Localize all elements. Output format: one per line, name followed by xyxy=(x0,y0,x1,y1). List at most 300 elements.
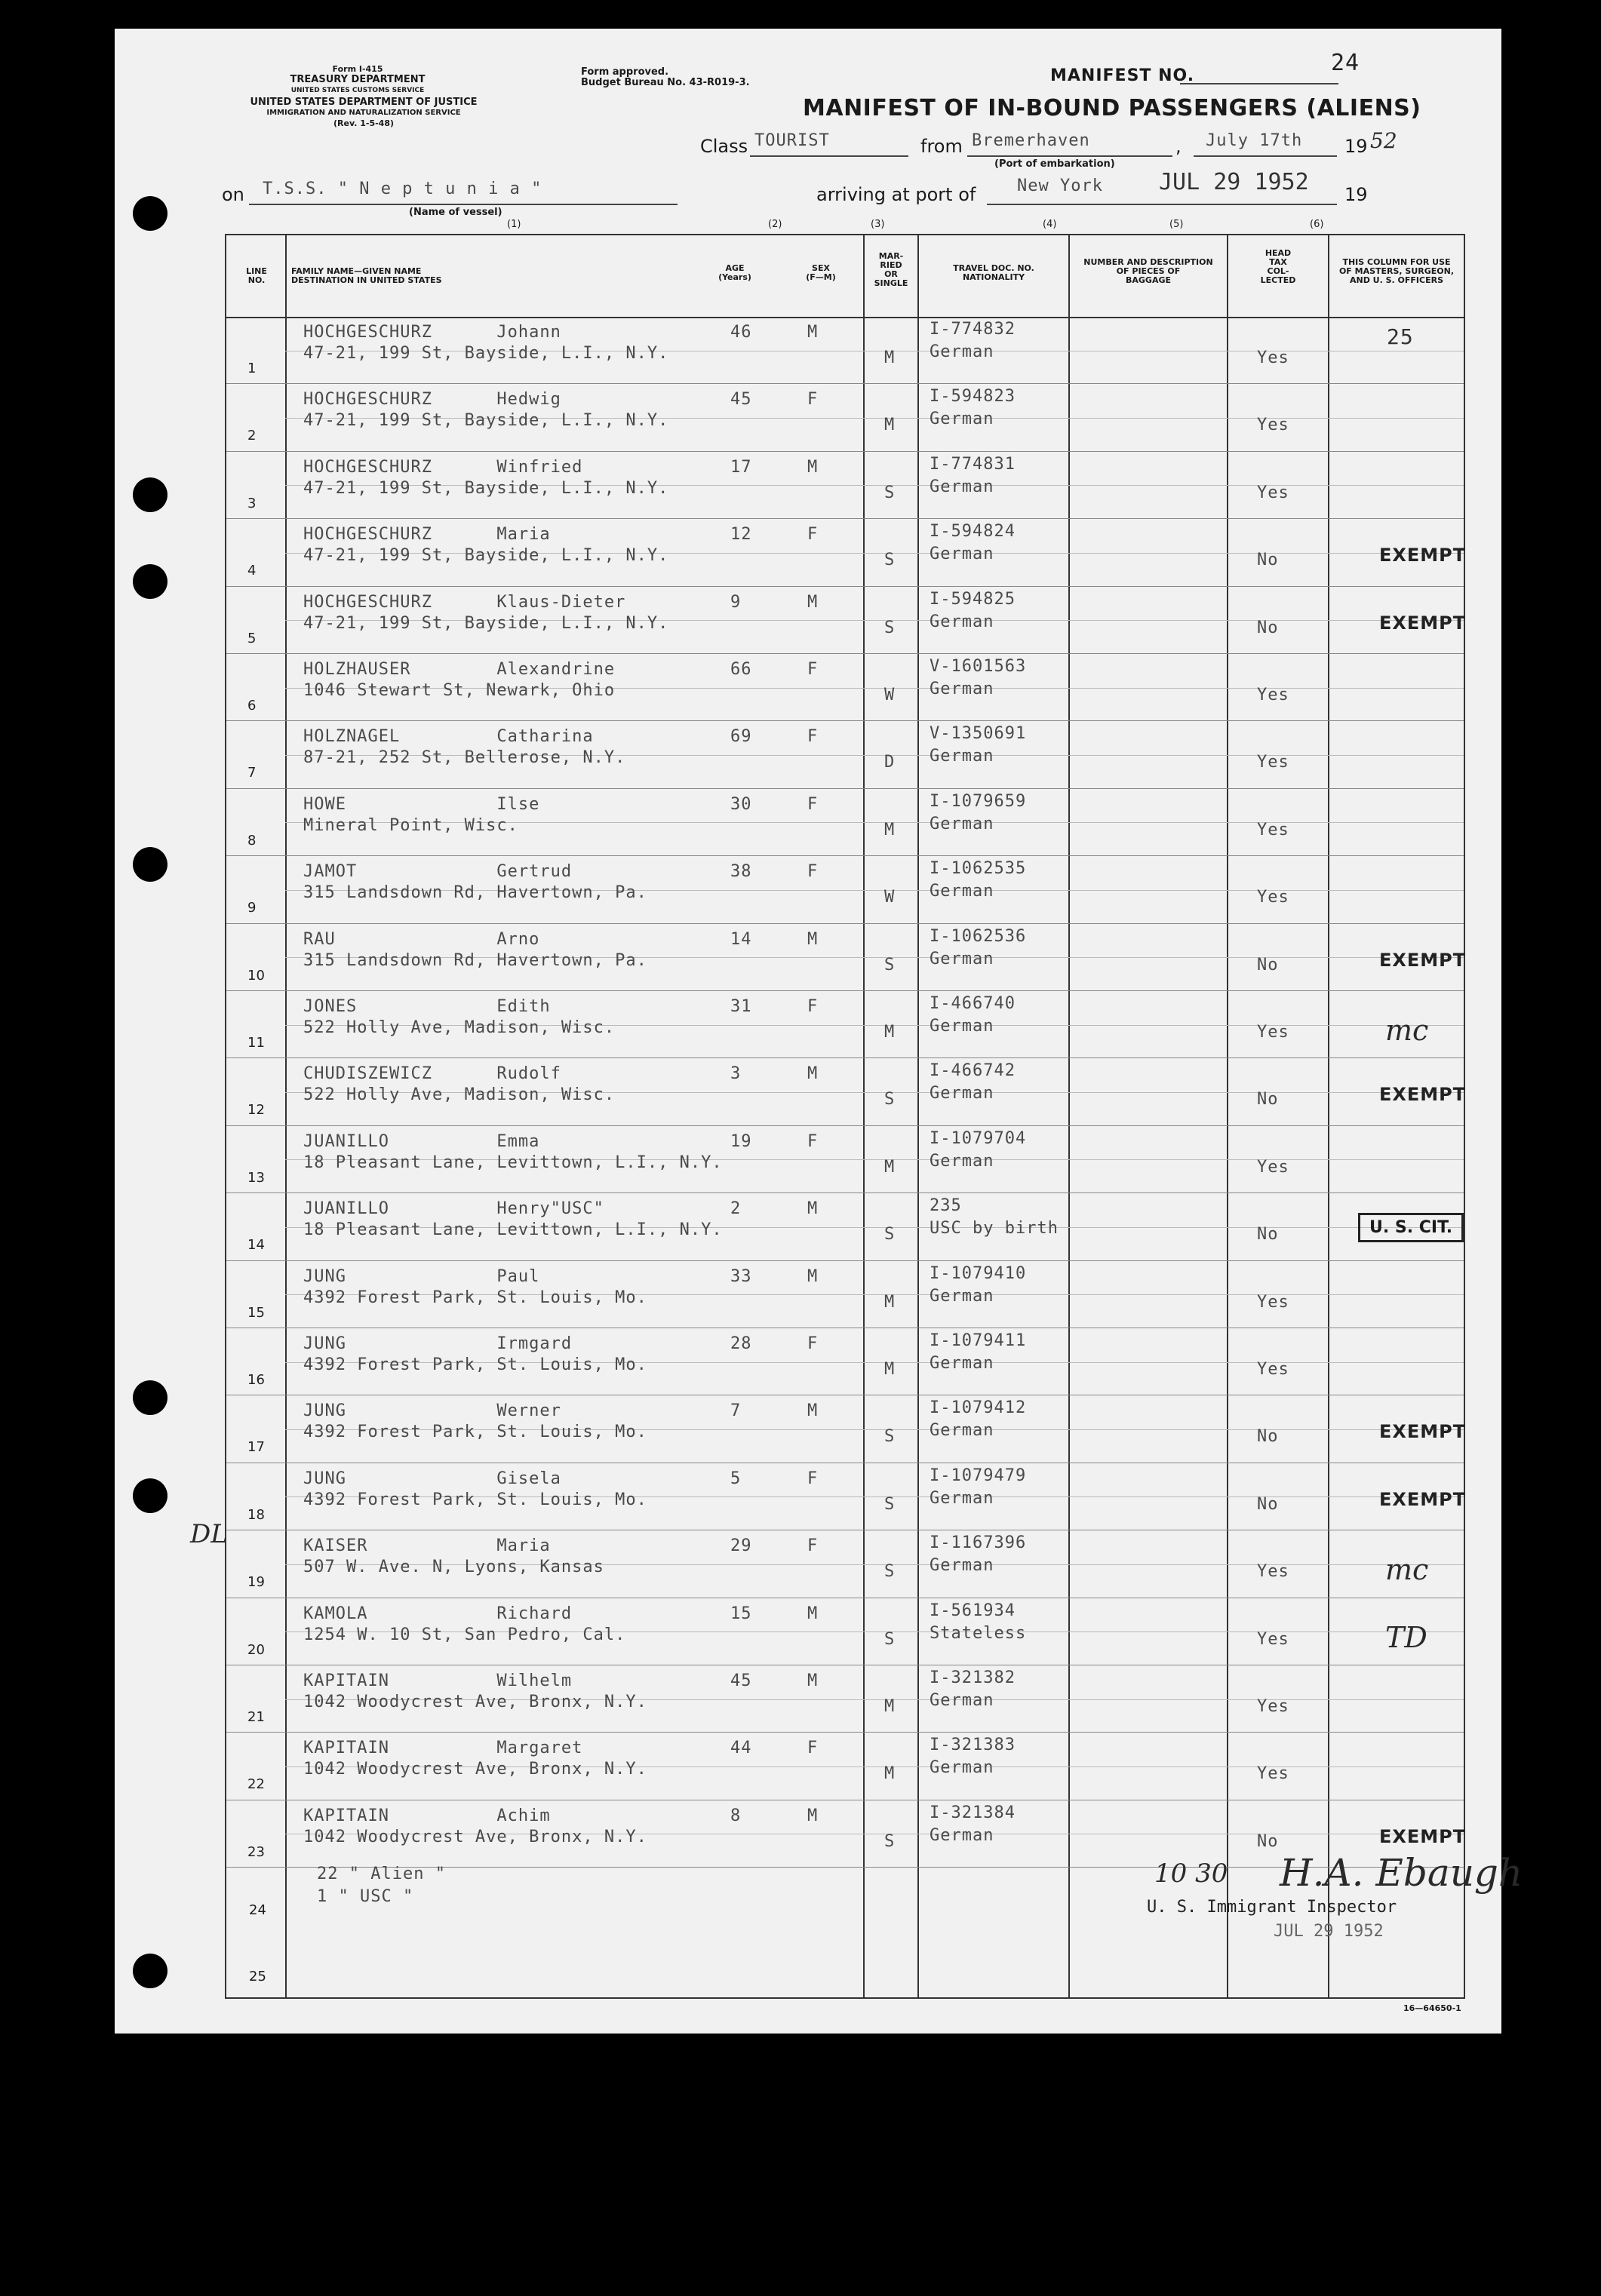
travel-doc-number: I-321384 xyxy=(930,1803,1016,1822)
alien-count: 22 " Alien " xyxy=(317,1865,446,1883)
passenger-age: 31 xyxy=(730,997,752,1016)
line-number: 1 xyxy=(247,361,257,376)
officer-exempt-note: EXEMPT xyxy=(1379,612,1467,634)
passenger-sex: M xyxy=(807,323,819,342)
nationality: German xyxy=(930,1556,994,1576)
from-label: from xyxy=(920,136,963,157)
head-tax: Yes xyxy=(1257,1764,1289,1784)
travel-doc-number: I-466742 xyxy=(930,1061,1016,1081)
passenger-name: KAMOLA Richard xyxy=(303,1604,573,1623)
passenger-name: CHUDISZEWICZ Rudolf xyxy=(303,1064,561,1084)
passenger-destination: 1042 Woodycrest Ave, Bronx, N.Y. xyxy=(303,1693,647,1711)
travel-doc-number: I-1062536 xyxy=(930,926,1027,946)
col-header-baggage: NUMBER AND DESCRIPTION OF PIECES OF BAGGAGE xyxy=(1083,257,1213,285)
passenger-sex: M xyxy=(807,1199,819,1219)
passenger-age: 28 xyxy=(730,1334,752,1353)
marital-status: S xyxy=(884,483,896,502)
col-num-3: (3) xyxy=(871,219,885,230)
nationality: German xyxy=(930,1286,994,1306)
officer-initials: mc xyxy=(1385,1553,1429,1587)
class-value: TOURIST xyxy=(754,131,830,150)
table-row xyxy=(226,587,1467,654)
nationality: German xyxy=(930,1758,994,1778)
head-tax: No xyxy=(1257,1090,1279,1110)
passenger-age: 45 xyxy=(730,390,752,410)
passenger-destination: 4392 Forest Park, St. Louis, Mo. xyxy=(303,1355,647,1374)
head-tax: No xyxy=(1257,1427,1279,1447)
passenger-name: JAMOT Gertrud xyxy=(303,862,573,882)
passenger-age: 9 xyxy=(730,592,742,612)
passenger-destination: 1046 Stewart St, Newark, Ohio xyxy=(303,681,616,700)
passenger-name: HOCHGESCHURZ Winfried xyxy=(303,457,583,477)
manifest-label: MANIFEST NO. xyxy=(1050,66,1195,85)
table-row xyxy=(226,1058,1467,1125)
line-number: 20 xyxy=(247,1641,265,1658)
travel-doc-number: I-594824 xyxy=(930,522,1016,542)
passenger-sex: F xyxy=(807,1536,819,1556)
head-tax: No xyxy=(1257,1831,1279,1851)
table-row xyxy=(226,1733,1464,1800)
form-approved: Form approved. xyxy=(581,66,669,78)
line-number: 2 xyxy=(247,428,257,444)
col-num-6: (6) xyxy=(1310,219,1324,230)
line-number: 12 xyxy=(247,1102,265,1119)
nationality: German xyxy=(930,612,994,631)
passenger-table xyxy=(225,234,1523,1999)
passenger-sex: M xyxy=(807,457,819,477)
passenger-sex: M xyxy=(807,929,819,949)
passenger-destination: 18 Pleasant Lane, Levittown, L.I., N.Y. xyxy=(303,1153,723,1172)
line-number: 8 xyxy=(247,832,257,849)
passenger-sex: F xyxy=(807,862,819,882)
passenger-sex: F xyxy=(807,660,819,679)
passenger-name: HOWE Ilse xyxy=(303,794,540,814)
page-title: MANIFEST OF IN-BOUND PASSENGERS (ALIENS) xyxy=(803,95,1421,121)
travel-doc-number: V-1601563 xyxy=(930,657,1027,676)
travel-doc-number: I-594823 xyxy=(930,387,1016,407)
table-row xyxy=(226,1463,1467,1530)
table-row xyxy=(226,519,1467,586)
travel-doc-number: I-561934 xyxy=(930,1601,1016,1620)
travel-doc-number: I-1079704 xyxy=(930,1128,1027,1148)
year-suffix: 52 xyxy=(1370,128,1397,153)
officer-exempt-note: EXEMPT xyxy=(1379,1825,1467,1847)
marital-status: M xyxy=(884,348,896,367)
passenger-age: 29 xyxy=(730,1536,752,1556)
passenger-destination: Mineral Point, Wisc. xyxy=(303,815,518,835)
passenger-name: HOLZHAUSER Alexandrine xyxy=(303,660,616,679)
line-number: 24 xyxy=(249,1902,266,1918)
punch-hole xyxy=(133,1478,167,1513)
passenger-destination: 47-21, 199 St, Bayside, L.I., N.Y. xyxy=(303,344,669,363)
nationality: German xyxy=(930,1084,994,1103)
head-tax: No xyxy=(1257,955,1279,975)
travel-doc-number: I-594825 xyxy=(930,589,1016,609)
col-header-name: FAMILY NAME—GIVEN NAME DESTINATION IN UNITED STATES xyxy=(291,266,442,285)
passenger-destination: 315 Landsdown Rd, Havertown, Pa. xyxy=(303,883,647,903)
passenger-age: 19 xyxy=(730,1131,752,1151)
passenger-name: HOCHGESCHURZ Johann xyxy=(303,323,561,342)
punch-hole xyxy=(133,477,167,512)
travel-doc-number: I-1079479 xyxy=(930,1466,1027,1485)
nationality: German xyxy=(930,949,994,968)
line-number: 7 xyxy=(247,765,257,781)
punch-hole xyxy=(133,847,167,882)
line-number: 13 xyxy=(247,1169,265,1186)
line-number: 9 xyxy=(247,900,257,916)
passenger-destination: 47-21, 199 St, Bayside, L.I., N.Y. xyxy=(303,478,669,498)
passenger-destination: 87-21, 252 St, Bellerose, N.Y. xyxy=(303,748,626,768)
vessel-caption: (Name of vessel) xyxy=(409,207,502,218)
nationality: German xyxy=(930,1017,994,1036)
us-citizen-stamp: U. S. CIT. xyxy=(1358,1213,1464,1242)
manifest-page: Form I-415 TREASURY DEPARTMENT UNITED STATES CUSTOMS SERVICE UNITED STATES DEPARTMENT OF JUSTICE IMMIGRATION AND NATURALIZATION SERVICE (Rev. 1-5-48) Form approved. Budget Bureau No. 43-R019-3. MANIFEST NO. 24 MANIFEST OF IN-BOUND PASSENGERS (ALIENS) Class TOURIST from Bremerhaven (Port of embarkation) , July 17th 19 52 on T.S.S. " N e p t u n i a " (Name of vessel) arriving at port of New York JUL 29 1952 19 (1) (2) (3) (4) (5) (6) LINE NO. FAMILY NAME—GIVEN NAME DESTINATION IN UNITED STATES AGE (Years) SEX (F—M) MAR- RIED OR SINGLE TRAVEL DOC. NO. NATIONALITY NUMBER AND DESCRIPTION OF PIECES OF BAGGAGE HEAD TAX COL- LECTED THIS COLUMN FOR USE OF MASTERS, SURGEON, AND U. S. OFFICERS 1 HOCHGESCHURZ Johann 46 M 47-21, 199 St, Bayside, L.I., N.Y. M I-774832 German Yes 25 2 HOCHGESCHURZ Hedwig 45 F 47-21, 199 St, Bayside, L.I., N.Y. M I-594823 German Yes 3 HOCHGESCHURZ Winfried 17 M 47-21, 199 St, Bayside, L.I., N.Y. S I-774831 German Yes 4 HOCHGESCHURZ Maria 12 F 47-21, 199 St, Bayside, L.I., N.Y. S I-594824 German No EXEMPT 5 HOCHGESCHURZ Klaus-Dieter 9 M 47-21, 199 St, Bayside, L.I., N.Y. S I-594825 German No EXEMPT 6 HOLZHAUSER Alexandrine 66 F 1046 Stewart St, Newark, Ohio W V-1601563 German Yes 7 HOLZNAGEL Catharina 69 F 87-21, 252 St, Bellerose, N.Y. D V-1350691 German Yes 8 HOWE Ilse 30 F Mineral Point, Wisc. M I-1079659 German Yes 9 JAMOT Gertrud 38 F 315 Landsdown Rd, Havertown, Pa. W I-1062535 German Yes 10 RAU Arno 14 M 315 Landsdown Rd, Havertown, Pa. S I-1062536 German No EXEMPT 11 JONES Edith 31 F 522 Holly Ave, Madison, Wisc. M I-466740 German Yes mc 12 CHUDISZEWICZ Rudolf 3 M 522 Holly Ave, Madison, Wisc. S I-466742 German No EXEMPT 13 JUANILLO Emma 19 F 18 Pleasant Lane, Levittown, L.I., N.Y. M I-1079704 German Yes 14 JUANILLO Henry"USC" 2 M 18 Pleasant Lane, Levittown, L.I., N.Y. S 235 USC by birth No U. S. CIT. 15 JUNG Paul 33 M 4392 Forest Park, St. Louis, Mo. M I-1079410 German Yes 16 JUNG Irmgard 28 F 4392 Forest Park, St. Louis, Mo. M I-1079411 German Yes 17 JUNG Werner 7 M 4392 Forest Park, St. Louis, Mo. S I-1079412 German No EXEMPT 18 JUNG Gisela 5 F 4392 Forest Park, St. Louis, Mo. S I-1079479 German No EXEMPT 19 KAISER Maria 29 F 507 W. Ave. N, Lyons, Kansas S I-1167396 German Yes mc 20 KAMOLA Richard 15 M 1254 W. 10 St, San Pedro, Cal. S I-561934 Stateless Yes TD 21 KAPITAIN Wilhelm 45 M 1042 Woodycrest Ave, Bronx, N.Y. M I-321382 German Yes 22 KAPITAIN Margaret 44 F 1042 Woodycrest Ave, Bronx, N.Y. M I-321383 German Yes 23 KAPITAIN Achim 8 M 1042 Woodycrest Ave, Bronx, N.Y. S I-321384 German No EXEMPT 24 25 22 " Alien " 1 " USC " 10 30 H.A. Ebaugh U. S. Immigrant Inspector JUL 29 1952 DL 16—64650-1 xyxy=(115,29,1501,2034)
usc-count: 1 " USC " xyxy=(317,1887,414,1906)
inspector-title: U. S. Immigrant Inspector xyxy=(1147,1898,1397,1917)
col-header-officers: THIS COLUMN FOR USE OF MASTERS, SURGEON, AND U. S. OFFICERS xyxy=(1338,257,1455,285)
passenger-age: 17 xyxy=(730,457,752,477)
col-header-sex: SEX (F—M) xyxy=(806,263,836,282)
passenger-sex: F xyxy=(807,525,819,545)
head-tax: No xyxy=(1257,618,1279,637)
line-number: 23 xyxy=(247,1843,265,1860)
passenger-sex: M xyxy=(807,1266,819,1286)
passenger-name: KAPITAIN Margaret xyxy=(303,1739,583,1758)
passenger-sex: F xyxy=(807,1334,819,1353)
officer-initials: TD xyxy=(1385,1620,1427,1654)
marital-status: W xyxy=(884,686,896,704)
head-tax: Yes xyxy=(1257,1157,1289,1177)
passenger-destination: 315 Landsdown Rd, Havertown, Pa. xyxy=(303,950,647,970)
passenger-name: HOCHGESCHURZ Klaus-Dieter xyxy=(303,592,626,612)
passenger-destination: 1042 Woodycrest Ave, Bronx, N.Y. xyxy=(303,1760,647,1779)
passenger-sex: F xyxy=(807,794,819,814)
marital-status: M xyxy=(884,1697,896,1716)
passenger-age: 8 xyxy=(730,1806,742,1825)
passenger-destination: 4392 Forest Park, St. Louis, Mo. xyxy=(303,1490,647,1509)
line-number: 16 xyxy=(247,1372,265,1388)
marital-status: W xyxy=(884,888,896,907)
marital-status: D xyxy=(884,753,896,772)
line-number: 17 xyxy=(247,1439,265,1456)
punch-hole xyxy=(133,196,167,231)
punch-hole xyxy=(133,564,167,599)
embark-date: July 17th xyxy=(1206,131,1303,150)
travel-doc-number: I-1062535 xyxy=(930,859,1027,879)
table-row xyxy=(226,1598,1464,1665)
head-tax: Yes xyxy=(1257,483,1289,502)
table-row xyxy=(226,1328,1464,1395)
passenger-age: 7 xyxy=(730,1401,742,1421)
line-number: 3 xyxy=(247,495,257,511)
col-header-head-tax: HEAD TAX COL- LECTED xyxy=(1260,248,1296,285)
passenger-destination: 1042 Woodycrest Ave, Bronx, N.Y. xyxy=(303,1827,647,1846)
col-header-line: LINE NO. xyxy=(246,266,267,285)
nationality: German xyxy=(930,1354,994,1373)
inspector-date-stamp: JUL 29 1952 xyxy=(1274,1922,1384,1941)
travel-doc-number: I-1079412 xyxy=(930,1398,1027,1418)
line-number: 14 xyxy=(247,1237,265,1254)
budget-bureau: Budget Bureau No. 43-R019-3. xyxy=(581,77,750,88)
passenger-age: 46 xyxy=(730,323,752,342)
justice-dept: UNITED STATES DEPARTMENT OF JUSTICE xyxy=(250,97,478,108)
travel-doc-number: I-1079410 xyxy=(930,1263,1027,1283)
officer-initials: mc xyxy=(1385,1014,1429,1047)
nationality: German xyxy=(930,410,994,429)
table-row xyxy=(226,1530,1464,1598)
head-tax: Yes xyxy=(1257,1292,1289,1312)
form-number: Form I-415 xyxy=(332,64,383,74)
passenger-age: 5 xyxy=(730,1469,742,1488)
head-tax: Yes xyxy=(1257,1023,1289,1042)
head-tax: Yes xyxy=(1257,686,1289,704)
passenger-destination: 18 Pleasant Lane, Levittown, L.I., N.Y. xyxy=(303,1220,723,1240)
line-number: 5 xyxy=(247,630,257,646)
travel-doc-number: I-466740 xyxy=(930,994,1016,1013)
line-number: 10 xyxy=(247,967,265,984)
head-tax: Yes xyxy=(1257,1697,1289,1716)
travel-doc-number: I-774832 xyxy=(930,320,1016,339)
form-code: 16—64650-1 xyxy=(1403,2003,1461,2013)
passenger-name: JONES Edith xyxy=(303,997,551,1016)
table-row xyxy=(226,1126,1464,1193)
travel-doc-number: I-1167396 xyxy=(930,1533,1027,1553)
nationality: USC by birth xyxy=(930,1219,1059,1239)
head-tax: No xyxy=(1257,1494,1279,1514)
treasury-dept: TREASURY DEPARTMENT xyxy=(290,74,426,85)
passenger-age: 66 xyxy=(730,660,752,679)
table-row xyxy=(226,317,1464,384)
vessel-name: T.S.S. " N e p t u n i a " xyxy=(263,180,542,198)
passenger-sex: F xyxy=(807,1469,819,1488)
passenger-name: KAISER Maria xyxy=(303,1536,551,1556)
passenger-age: 2 xyxy=(730,1199,742,1219)
officer-exempt-note: EXEMPT xyxy=(1379,949,1467,971)
revision: (Rev. 1-5-48) xyxy=(333,118,394,128)
passenger-sex: M xyxy=(807,592,819,612)
nationality: German xyxy=(930,882,994,901)
table-row xyxy=(226,789,1464,856)
time-note: 10 30 xyxy=(1154,1859,1228,1889)
travel-doc-number: I-321383 xyxy=(930,1736,1016,1755)
passenger-age: 30 xyxy=(730,794,752,814)
on-label: on xyxy=(222,184,244,205)
marital-status: M xyxy=(884,1157,896,1177)
passenger-sex: F xyxy=(807,1131,819,1151)
nationality: German xyxy=(930,680,994,698)
line-number: 19 xyxy=(247,1574,265,1591)
marital-status: S xyxy=(884,1090,896,1110)
head-tax: No xyxy=(1257,551,1279,570)
head-tax: Yes xyxy=(1257,1360,1289,1379)
passenger-destination: 1254 W. 10 St, San Pedro, Cal. xyxy=(303,1625,626,1644)
officer-exempt-note: EXEMPT xyxy=(1379,1421,1467,1443)
passenger-age: 44 xyxy=(730,1739,752,1758)
head-tax: Yes xyxy=(1257,753,1289,772)
line-number: 6 xyxy=(247,698,257,714)
table-row xyxy=(226,384,1464,451)
line-number: 15 xyxy=(247,1304,265,1321)
col-header-married: MAR- RIED OR SINGLE xyxy=(874,251,908,288)
table-row xyxy=(226,1261,1464,1328)
passenger-name: JUNG Gisela xyxy=(303,1469,561,1488)
nationality: German xyxy=(930,1151,994,1171)
margin-note: DL xyxy=(190,1519,228,1549)
port-caption: (Port of embarkation) xyxy=(994,158,1115,170)
manifest-number: 24 xyxy=(1331,50,1360,76)
head-tax: Yes xyxy=(1257,1629,1289,1649)
nationality: German xyxy=(930,342,994,361)
passenger-age: 12 xyxy=(730,525,752,545)
passenger-age: 69 xyxy=(730,727,752,747)
nationality: German xyxy=(930,1488,994,1508)
table-row xyxy=(226,1665,1464,1733)
marital-status: M xyxy=(884,820,896,840)
line-number: 21 xyxy=(247,1709,265,1725)
passenger-name: HOCHGESCHURZ Hedwig xyxy=(303,390,561,410)
passenger-name: JUNG Irmgard xyxy=(303,1334,573,1353)
table-row xyxy=(226,1800,1467,1868)
marital-status: S xyxy=(884,1562,896,1582)
nationality: German xyxy=(930,545,994,564)
passenger-destination: 522 Holly Ave, Madison, Wisc. xyxy=(303,1085,616,1105)
passenger-destination: 4392 Forest Park, St. Louis, Mo. xyxy=(303,1423,647,1442)
passenger-name: HOLZNAGEL Catharina xyxy=(303,727,594,747)
class-label: Class xyxy=(700,136,748,157)
marital-status: S xyxy=(884,1225,896,1245)
marital-status: M xyxy=(884,1360,896,1379)
passenger-sex: M xyxy=(807,1604,819,1623)
marital-status: S xyxy=(884,551,896,570)
arriving-label: arriving at port of xyxy=(816,184,976,205)
nationality: German xyxy=(930,1421,994,1441)
passenger-age: 33 xyxy=(730,1266,752,1286)
marital-status: M xyxy=(884,1292,896,1312)
marital-status: S xyxy=(884,1629,896,1649)
inspector-signature: H.A. Ebaugh xyxy=(1280,1851,1523,1895)
line-number: 22 xyxy=(247,1776,265,1793)
marital-status: M xyxy=(884,416,896,435)
col-header-travel-doc: TRAVEL DOC. NO. NATIONALITY xyxy=(953,263,1034,282)
passenger-destination: 507 W. Ave. N, Lyons, Kansas xyxy=(303,1558,604,1577)
passenger-sex: F xyxy=(807,1739,819,1758)
marital-status: S xyxy=(884,1831,896,1851)
passenger-sex: M xyxy=(807,1671,819,1690)
passenger-name: KAPITAIN Wilhelm xyxy=(303,1671,573,1690)
passenger-name: JUANILLO Henry"USC" xyxy=(303,1199,604,1219)
nationality: German xyxy=(930,1691,994,1710)
line-number: 11 xyxy=(247,1035,265,1051)
nationality: German xyxy=(930,747,994,766)
head-tax: Yes xyxy=(1257,888,1289,907)
nationality: German xyxy=(930,477,994,496)
head-tax: Yes xyxy=(1257,820,1289,840)
passenger-age: 15 xyxy=(730,1604,752,1623)
arrival-port: New York xyxy=(1017,176,1103,195)
head-tax: Yes xyxy=(1257,416,1289,435)
marital-status: S xyxy=(884,618,896,637)
passenger-age: 14 xyxy=(730,929,752,949)
marital-status: M xyxy=(884,1764,896,1784)
officer-note: 25 xyxy=(1387,324,1414,349)
table-row xyxy=(226,991,1464,1058)
passenger-age: 38 xyxy=(730,862,752,882)
table-row xyxy=(226,924,1467,991)
punch-hole xyxy=(133,1380,167,1415)
nationality: German xyxy=(930,814,994,833)
table-row xyxy=(226,654,1464,721)
head-tax: Yes xyxy=(1257,1562,1289,1582)
line-number: 25 xyxy=(249,1969,266,1984)
year2-prefix: 19 xyxy=(1344,184,1368,205)
travel-doc-number: I-774831 xyxy=(930,454,1016,474)
passenger-destination: 47-21, 199 St, Bayside, L.I., N.Y. xyxy=(303,546,669,566)
passenger-name: RAU Arno xyxy=(303,929,540,949)
passenger-name: HOCHGESCHURZ Maria xyxy=(303,525,551,545)
officer-exempt-note: EXEMPT xyxy=(1379,1488,1467,1510)
line-number: 18 xyxy=(247,1506,265,1523)
passenger-name: JUNG Werner xyxy=(303,1401,561,1421)
col-num-5: (5) xyxy=(1169,219,1184,230)
passenger-name: JUNG Paul xyxy=(303,1266,540,1286)
passenger-sex: F xyxy=(807,997,819,1016)
passenger-name: JUANILLO Emma xyxy=(303,1131,540,1151)
passenger-sex: M xyxy=(807,1064,819,1084)
passenger-age: 45 xyxy=(730,1671,752,1690)
col-num-4: (4) xyxy=(1043,219,1057,230)
col-num-1: (1) xyxy=(507,219,521,230)
year-prefix: 19 xyxy=(1344,136,1368,157)
passenger-destination: 47-21, 199 St, Bayside, L.I., N.Y. xyxy=(303,411,669,431)
ins-service: IMMIGRATION AND NATURALIZATION SERVICE xyxy=(266,109,461,117)
col-num-2: (2) xyxy=(768,219,782,230)
passenger-destination: 47-21, 199 St, Bayside, L.I., N.Y. xyxy=(303,613,669,633)
travel-doc-number: I-1079659 xyxy=(930,791,1027,811)
line-number: 4 xyxy=(247,563,257,579)
head-tax: Yes xyxy=(1257,348,1289,367)
col-header-age: AGE (Years) xyxy=(718,263,751,282)
nationality: German xyxy=(930,1825,994,1845)
travel-doc-number: I-1079411 xyxy=(930,1331,1027,1350)
travel-doc-number: V-1350691 xyxy=(930,724,1027,744)
passenger-sex: M xyxy=(807,1806,819,1825)
table-row xyxy=(226,1395,1467,1463)
marital-status: S xyxy=(884,1427,896,1447)
table-row xyxy=(226,1193,1464,1260)
table-row xyxy=(226,452,1464,519)
passenger-destination: 4392 Forest Park, St. Louis, Mo. xyxy=(303,1288,647,1307)
passenger-sex: F xyxy=(807,390,819,410)
passenger-sex: F xyxy=(807,727,819,747)
arrival-date-stamp: JUL 29 1952 xyxy=(1159,169,1309,195)
officer-exempt-note: EXEMPT xyxy=(1379,1084,1467,1106)
travel-doc-number: I-321382 xyxy=(930,1668,1016,1687)
punch-hole xyxy=(133,1954,167,1988)
nationality: Stateless xyxy=(930,1623,1027,1643)
head-tax: No xyxy=(1257,1225,1279,1245)
marital-status: S xyxy=(884,955,896,975)
passenger-destination: 522 Holly Ave, Madison, Wisc. xyxy=(303,1018,616,1037)
officer-exempt-note: EXEMPT xyxy=(1379,545,1467,566)
marital-status: S xyxy=(884,1494,896,1514)
table-row xyxy=(226,856,1464,923)
marital-status: M xyxy=(884,1023,896,1042)
travel-doc-number: 235 xyxy=(930,1196,962,1216)
table-row xyxy=(226,721,1464,788)
port-of-embarkation: Bremerhaven xyxy=(972,131,1090,150)
passenger-age: 3 xyxy=(730,1064,742,1084)
customs-service: UNITED STATES CUSTOMS SERVICE xyxy=(290,87,425,94)
